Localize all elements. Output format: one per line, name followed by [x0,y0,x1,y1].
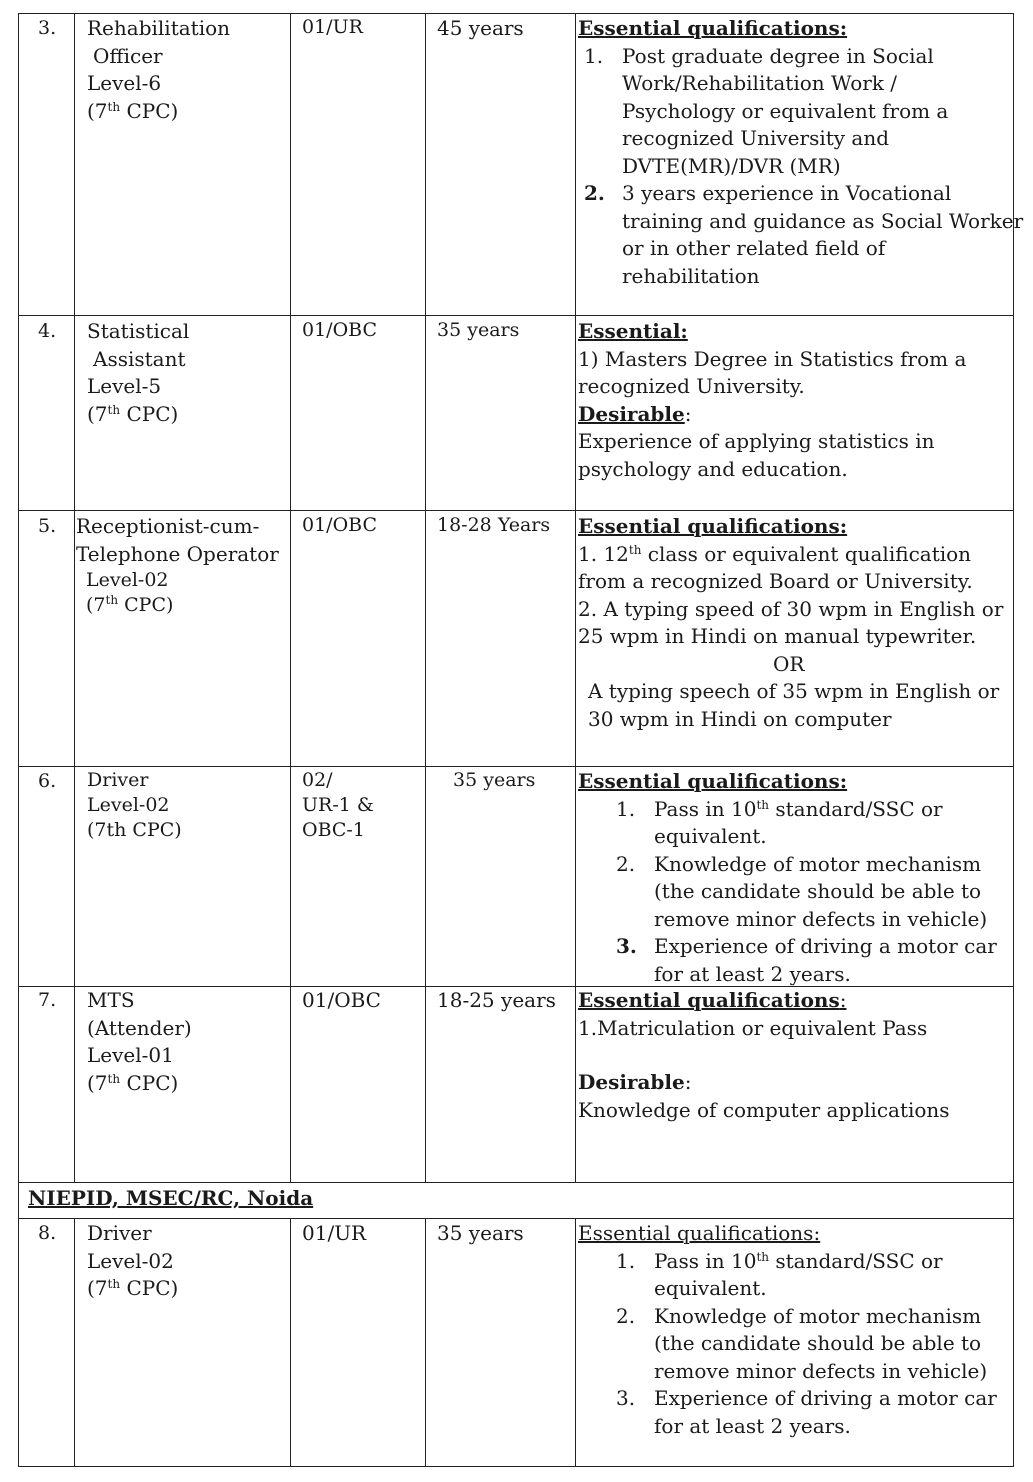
post-pay-commission: (7th CPC) [87,98,179,123]
row-divider [18,315,1014,316]
qualifications-heading: Essential qualifications: [578,769,848,793]
column-divider [425,13,426,1182]
desirable-line: Experience of applying statistics in [578,429,935,453]
post-line: Driver [87,1221,152,1245]
post-pay-commission: (7th CPC) [86,593,174,616]
post-pay-commission: (7th CPC) [87,819,182,841]
post-line: Officer [93,43,163,68]
section-title: NIEPID, MSEC/RC, Noida [28,1186,314,1210]
column-divider [425,1218,426,1467]
post-name [87,318,189,428]
qualification-item: 2. Knowledge of motor mechanism (the candidate should be able to remove minor defects in vehicle) [616,1303,988,1383]
post-pay-commission: (7th CPC) [87,1276,179,1300]
vacancy: 02/ UR-1 & OBC-1 [302,769,374,841]
qualifications [578,513,1008,733]
age-limit: 35 years [453,769,536,791]
post-line: Statistical [87,319,190,343]
post-name [87,987,192,1097]
row-divider [18,766,1014,767]
column-divider [575,1218,576,1467]
post-level: Level-01 [87,1043,174,1067]
qualification-item: 1. Post graduate degree in Social Work/Rehabilitation Work / Psychology or equivalent from a recognized University and DVTE(MR)/DVR (MR) [584,43,949,178]
vacancy: 01/OBC [302,514,378,536]
or-separator: OR [773,651,805,676]
post-line: Telephone Operator [76,541,279,566]
serial-number: 6. [38,770,57,792]
post-name [87,768,182,843]
qualifications-heading: Essential qualifications: [578,988,847,1012]
qualifications [578,987,1008,1124]
column-divider [74,13,75,1182]
post-pay-commission: (7th CPC) [87,1070,179,1095]
qualification-item: 2. 3 years experience in Vocational training and guidance as Social Worker or in other related field of rehabilitation [584,181,1024,288]
serial-number: 5. [38,515,57,537]
qualification-line: from a recognized Board or University. [578,569,973,593]
row-divider [18,510,1014,511]
qualifications-heading: Essential qualifications: [578,514,848,538]
age-limit: 35 years [437,319,520,341]
qualification-line: recognized University. [578,374,805,398]
qualification-item: 1. Pass in 10th standard/SSC or equivalent. [616,1248,943,1300]
age-limit: 35 years [437,1221,524,1245]
qualifications-heading: Essential qualifications: [578,16,848,40]
vacancy: 01/UR [302,16,363,38]
qualification-line: 30 wpm in Hindi on computer [588,706,892,731]
qualification-item: 3. Experience of driving a motor car for at least 2 years. [616,934,997,986]
serial-number: 7. [38,989,57,1011]
post-line: Assistant [93,346,186,371]
qualification-line: 1. 12th class or equivalent qualification [578,541,972,566]
post-name [87,1220,178,1303]
qualification-line: 1) Masters Degree in Statistics from a [578,346,967,371]
post-line: (Attender) [87,1015,192,1040]
post-level: Level-02 [86,569,169,591]
qualification-item: 3. Experience of driving a motor car for at least 2 years. [616,1386,997,1438]
desirable-heading: Desirable: [578,401,692,426]
serial-number: 4. [38,320,57,342]
serial-number: 8. [38,1222,57,1244]
qualification-line: 25 wpm in Hindi on manual typewriter. [578,624,977,648]
post-level: Level-02 [87,794,170,816]
post-line: Receptionist-cum- [76,514,260,538]
row-divider [18,1182,1014,1183]
post-name [76,513,279,618]
qualifications [578,1220,1008,1440]
qualifications-heading: Essential qualifications: [578,1221,821,1245]
age-limit: 18-25 years [437,988,556,1012]
post-level: Level-6 [87,71,162,95]
post-name [87,15,230,125]
qualifications-heading: Essential: [578,319,688,343]
qualifications [578,318,1008,483]
column-divider [290,1218,291,1467]
desirable-line: Knowledge of computer applications [578,1097,950,1122]
row-divider [18,1218,1014,1219]
post-line: MTS [87,988,135,1012]
age-limit: 18-28 Years [437,514,551,536]
serial-number: 3. [38,17,57,39]
post-line: Driver [87,769,149,791]
post-level: Level-5 [87,374,162,398]
post-level: Level-02 [87,1248,174,1273]
vacancy: 01/OBC [302,319,378,341]
vacancy: 01/UR [302,1221,367,1245]
post-line: Rehabilitation [87,16,231,40]
qualifications [578,768,1008,988]
desirable-heading: Desirable: [578,1070,692,1094]
qualifications [578,15,1024,290]
column-divider [290,13,291,1182]
qualification-item: 2. Knowledge of motor mechanism (the candidate should be able to remove minor defects in vehicle) [616,851,988,931]
age-limit: 45 years [437,16,524,40]
post-pay-commission: (7th CPC) [87,401,179,426]
qualification-line: A typing speech of 35 wpm in English or [588,679,1000,703]
qualification-line: 2. A typing speed of 30 wpm in English or [578,596,1004,621]
column-divider [575,13,576,1182]
qualification-item: 1. Pass in 10th standard/SSC or equivalent. [616,796,943,848]
vacancy: 01/OBC [302,988,381,1012]
qualification-line: 1.Matriculation or equivalent Pass [578,1015,928,1040]
desirable-line: psychology and education. [578,456,848,481]
column-divider [74,1218,75,1467]
